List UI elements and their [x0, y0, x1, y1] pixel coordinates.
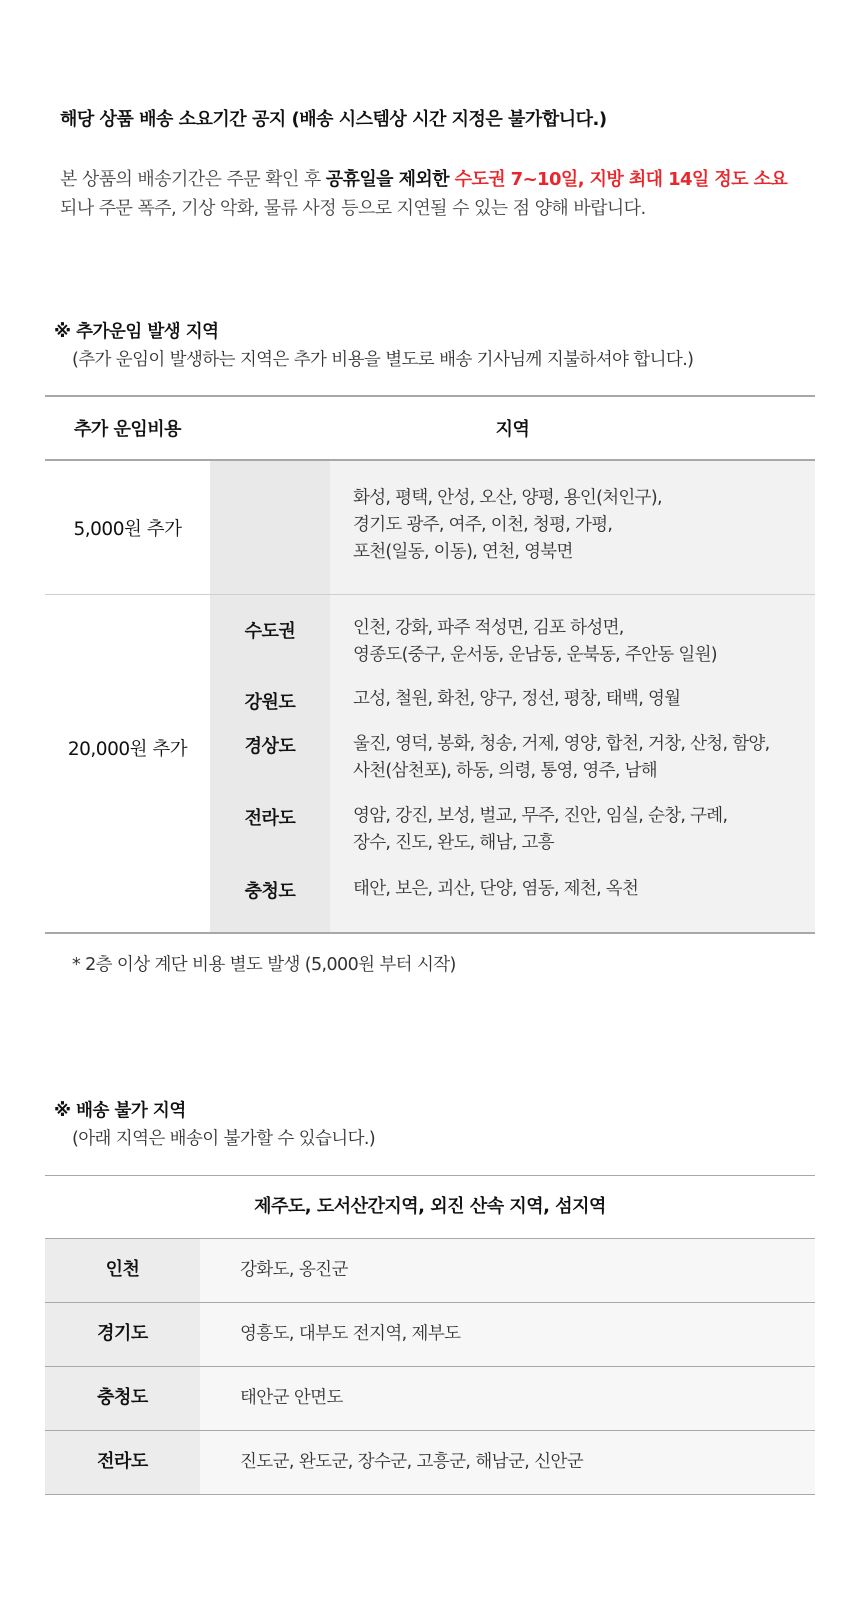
surcharge-section-subtitle: (추가 운임이 발생하는 지역은 추가 비용을 별도로 배송 기사님께 지불하셔야 합니다.): [72, 350, 694, 370]
no-delivery-table: [45, 1175, 815, 1495]
area-line: 인천, 강화, 파주 적성면, 김포 하성면,: [353, 618, 624, 638]
no-delivery-section-title: ※ 배송 불가 지역: [54, 1101, 186, 1121]
table-bottom-rule: [45, 932, 815, 934]
surcharge-table: [45, 395, 815, 935]
province-gyeongsang: 경상도: [244, 736, 296, 757]
price-5000: 5,000원 추가: [73, 519, 182, 540]
header-rule: [45, 459, 815, 461]
row-areas: 진도군, 완도군, 장수군, 고흥군, 해남군, 신안군: [200, 1431, 815, 1494]
no-delivery-header: 제주도, 도서산간지역, 외진 산속 지역, 섬지역: [45, 1175, 815, 1239]
province-gangwon: 강원도: [244, 692, 296, 713]
province-chungcheong: 충청도: [244, 881, 296, 902]
jeolla-areas: [353, 803, 808, 857]
stair-fee-note: * 2층 이상 계단 비용 별도 발생 (5,000원 부터 시작): [72, 955, 456, 975]
province-sudogwon: 수도권: [244, 621, 296, 642]
area-line: 영종도(중구, 운서동, 운남동, 운북동, 주안동 일원): [353, 645, 717, 665]
no-delivery-section-subtitle: (아래 지역은 배송이 불가할 수 있습니다.): [72, 1129, 376, 1149]
notice-highlight-text: 수도권 7~10일, 지방 최대 14일 정도 소요: [454, 169, 788, 190]
row-province: 충청도: [45, 1367, 200, 1430]
notice-body: [60, 165, 800, 223]
gangwon-areas: [353, 686, 808, 713]
chungcheong-areas: [353, 876, 808, 903]
row-province: 경기도: [45, 1303, 200, 1366]
table-top-rule: [45, 395, 815, 397]
notice-text-cont: 되나 주문 폭주, 기상 악화, 물류 사정 등으로 지연될 수 있는 점 양해 바랍니다.: [60, 198, 646, 219]
row-areas: 태안군 안면도: [200, 1367, 815, 1430]
row-province: 전라도: [45, 1431, 200, 1494]
area-line: 화성, 평택, 안성, 오산, 양평, 용인(처인구),: [353, 488, 662, 508]
area-line: 태안, 보은, 괴산, 단양, 염동, 제천, 옥천: [353, 879, 639, 899]
table-row: [45, 1303, 815, 1367]
table-row: [45, 1367, 815, 1431]
header-region: 지역: [495, 419, 530, 440]
area-line: 장수, 진도, 완도, 해남, 고흥: [353, 833, 554, 853]
table-row: [45, 1431, 815, 1495]
area-line: 사천(삼천포), 하동, 의령, 통영, 영주, 남해: [353, 761, 657, 781]
area-line: 경기도 광주, 여주, 이천, 청평, 가평,: [353, 515, 613, 535]
row-divider: [45, 594, 815, 595]
row1-areas: [353, 485, 808, 566]
gyeongsang-areas: [353, 731, 808, 785]
area-line: 포천(일동, 이동), 연천, 영북면: [353, 542, 573, 562]
notice-title: 해당 상품 배송 소요기간 공지 (배송 시스템상 시간 지정은 불가합니다.): [60, 109, 607, 130]
area-line: 울진, 영덕, 봉화, 청송, 거제, 영양, 합천, 거창, 산청, 함양,: [353, 734, 770, 754]
province-jeolla: 전라도: [244, 808, 296, 829]
area-line: 영암, 강진, 보성, 벌교, 무주, 진안, 임실, 순창, 구례,: [353, 806, 728, 826]
header-fee: 추가 운임비용: [73, 419, 182, 440]
surcharge-section-title: ※ 추가운임 발생 지역: [54, 322, 219, 342]
area-line: 고성, 철원, 화천, 양구, 정선, 평창, 태백, 영월: [353, 689, 681, 709]
notice-text: 본 상품의 배송기간은 주문 확인 후: [60, 169, 326, 190]
sudogwon-areas: [353, 615, 808, 669]
price-20000: 20,000원 추가: [67, 739, 188, 760]
notice-bold-text: 공휴일을 제외한: [325, 169, 455, 190]
table-row: [45, 1239, 815, 1303]
row-areas: 영흥도, 대부도 전지역, 제부도: [200, 1303, 815, 1366]
row-province: 인천: [45, 1239, 200, 1302]
row-areas: 강화도, 옹진군: [200, 1239, 815, 1302]
